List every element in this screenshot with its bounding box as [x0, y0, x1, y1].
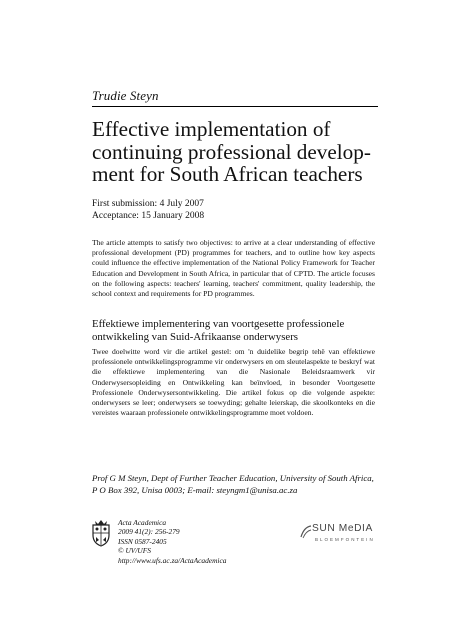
afrikaans-title [92, 318, 382, 344]
submission-dates [92, 199, 372, 223]
publisher-logo [300, 521, 374, 551]
author-name: Trudie Steyn [92, 88, 159, 103]
submission-date: First submission: 4 July 2007 [92, 199, 204, 209]
journal-url: http://www.ufs.ac.za/ActaAcademica [118, 555, 227, 565]
publisher-tagline: B L O E M F O N T E I N [315, 537, 374, 542]
journal-info [118, 518, 298, 565]
title-line: ment for South African teachers [92, 162, 363, 186]
affiliation-line: Prof G M Steyn, Dept of Further Teacher Education, University of South Africa, [92, 473, 374, 483]
affiliation-line: P O Box 392, Unisa 0003; E-mail: steyngm1@unisa.ac.za [92, 484, 298, 495]
title-line: Effective implementation of [92, 117, 331, 141]
afrikaans-abstract: Twee doelwitte word vir die artikel gestel: om 'n duidelike begrip tehë van effektiewe professionele ontwikkelingsprogramme vir onderwysers en om sleutelaspekte te beskryf wat die effektiewe implementering van die Nasionale Beleidsraamwerk vir Onderwysersopleiding en Ontwikkeling kan beïnvloed, in besonder Voortgesette Professionele Onderwysersontwikkeling. Die artikel fokus op die volgende aspekte: onderwysers se leer; onderwysers se toewyding; gehalte leierskap, die skoolkonteks en die vereistes waaraan professionele ontwikkelingsprogramme moet voldoen. [92, 347, 375, 418]
journal-volume: 2009 41(2): 256-279 [118, 527, 180, 537]
english-abstract: The article attempts to satisfy two objectives: to arrive at a clear understanding of effective professional development (PD) programmes for teachers, and to outline how key aspects could influence the effective implementation of the National Policy Framework for Teacher Education and Development in South Africa, in particular that of CPTD. The article focuses on the following aspects: teachers' learning, teachers' commitment, quality leadership, the school context and requirements for PD programmes. [92, 238, 375, 299]
afrikaans-title-line: Effektiewe implementering van voortgesette professionele [92, 318, 345, 330]
university-crest-icon [90, 518, 112, 548]
journal-issn: ISSN 0587-2405 [118, 536, 167, 546]
author-affiliation [92, 473, 382, 496]
journal-name: Acta Academica [118, 518, 167, 527]
publisher-name: SUN MeDIA [312, 523, 373, 534]
article-title [92, 118, 392, 186]
afrikaans-title-line: ontwikkeling van Suid-Afrikaanse onderwysers [92, 331, 298, 343]
header-rule [92, 106, 378, 107]
journal-copyright: © UV/UFS [118, 546, 151, 556]
title-line: continuing professional develop- [92, 139, 371, 164]
acceptance-date: Acceptance: 15 January 2008 [92, 210, 205, 221]
publisher-wave-icon [300, 525, 312, 539]
